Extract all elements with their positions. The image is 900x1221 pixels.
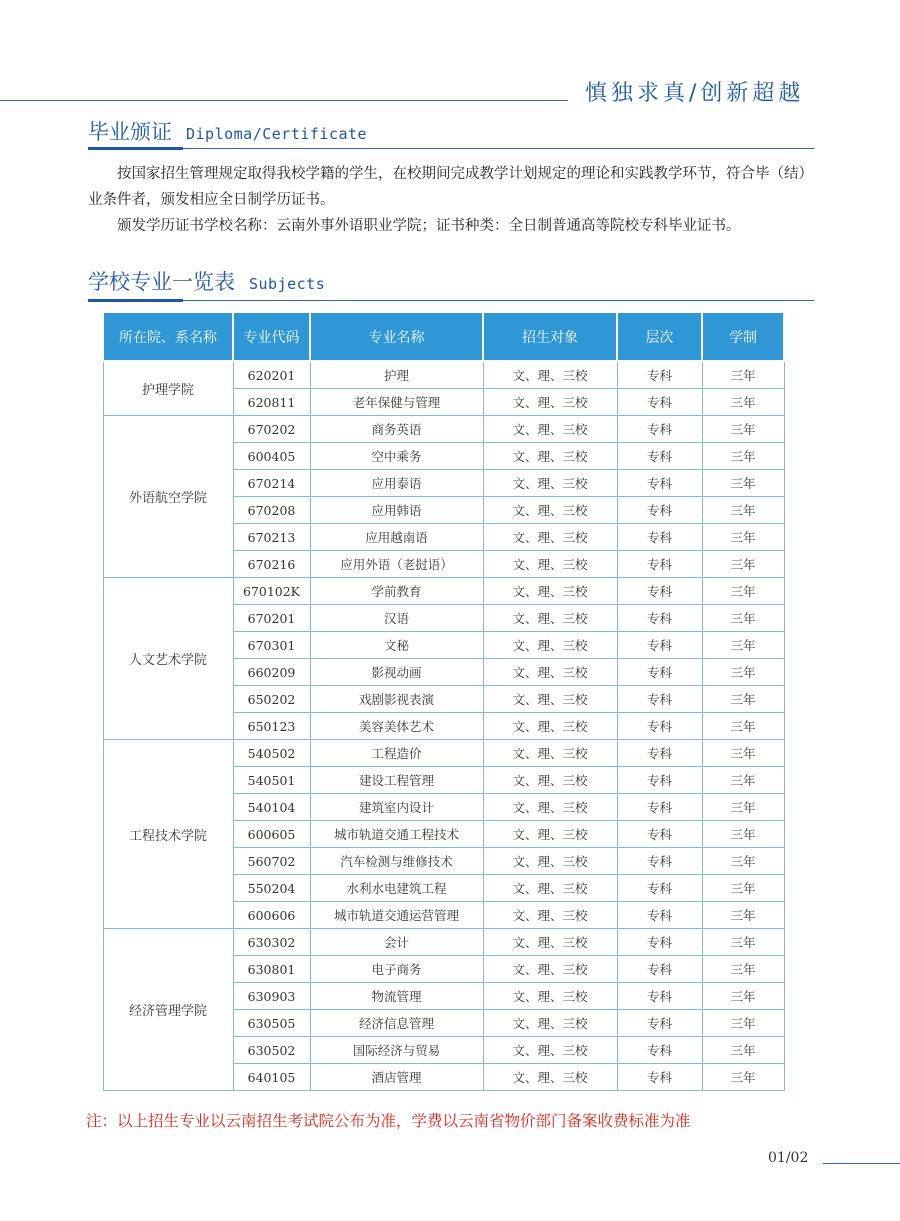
- target-cell: 文、理、三校: [483, 443, 617, 470]
- level-cell: 专科: [617, 902, 702, 929]
- target-cell: 文、理、三校: [483, 632, 617, 659]
- target-cell: 文、理、三校: [483, 929, 617, 956]
- target-cell: 文、理、三校: [483, 524, 617, 551]
- school-motto: 慎独求真/创新超越: [585, 81, 805, 106]
- target-cell: 文、理、三校: [483, 848, 617, 875]
- major-name-cell: 影视动画: [310, 659, 483, 686]
- level-cell: 专科: [617, 551, 702, 578]
- major-code-cell: 670201: [233, 605, 310, 632]
- level-cell: 专科: [617, 443, 702, 470]
- major-name-cell: 建筑室内设计: [310, 794, 483, 821]
- level-cell: 专科: [617, 389, 702, 416]
- major-code-cell: 670301: [233, 632, 310, 659]
- table-row: [103, 416, 784, 443]
- level-cell: 专科: [617, 361, 702, 389]
- years-cell: 三年: [702, 632, 784, 659]
- major-name-cell: 经济信息管理: [310, 1010, 483, 1037]
- major-code-cell: 670216: [233, 551, 310, 578]
- major-name-cell: 老年保健与管理: [310, 389, 483, 416]
- diploma-text: [88, 161, 816, 239]
- years-cell: 三年: [702, 794, 784, 821]
- subjects-section-accent: [88, 299, 183, 302]
- major-name-cell: 城市轨道交通运营管理: [310, 902, 483, 929]
- years-cell: 三年: [702, 713, 784, 740]
- major-code-cell: 600606: [233, 902, 310, 929]
- target-cell: 文、理、三校: [483, 551, 617, 578]
- major-name-cell: 空中乘务: [310, 443, 483, 470]
- department-cell: 外语航空学院: [103, 416, 233, 578]
- diploma-section-rule: [88, 148, 814, 149]
- major-code-cell: 660209: [233, 659, 310, 686]
- years-cell: 三年: [702, 416, 784, 443]
- level-cell: 专科: [617, 578, 702, 605]
- years-cell: 三年: [702, 1064, 784, 1091]
- major-name-cell: 商务英语: [310, 416, 483, 443]
- years-cell: 三年: [702, 1010, 784, 1037]
- subjects-section-rule: [88, 300, 814, 301]
- header-target: 招生对象: [483, 312, 617, 361]
- table-row: [103, 361, 784, 389]
- major-code-cell: 600605: [233, 821, 310, 848]
- years-cell: 三年: [702, 929, 784, 956]
- years-cell: 三年: [702, 497, 784, 524]
- target-cell: 文、理、三校: [483, 659, 617, 686]
- level-cell: 专科: [617, 686, 702, 713]
- department-cell: 护理学院: [103, 361, 233, 416]
- level-cell: 专科: [617, 740, 702, 767]
- years-cell: 三年: [702, 875, 784, 902]
- major-name-cell: 戏剧影视表演: [310, 686, 483, 713]
- level-cell: 专科: [617, 713, 702, 740]
- major-name-cell: 护理: [310, 361, 483, 389]
- header-years: 学制: [702, 312, 784, 361]
- header-rule: [0, 100, 568, 101]
- target-cell: 文、理、三校: [483, 1037, 617, 1064]
- header-level: 层次: [617, 312, 702, 361]
- table-row: [103, 929, 784, 956]
- admission-note: 注：以上招生专业以云南招生考试院公布为准，学费以云南省物价部门备案收费标准为准: [86, 1112, 691, 1130]
- major-name-cell: 水利水电建筑工程: [310, 875, 483, 902]
- major-code-cell: 630801: [233, 956, 310, 983]
- target-cell: 文、理、三校: [483, 1064, 617, 1091]
- major-name-cell: 物流管理: [310, 983, 483, 1010]
- years-cell: 三年: [702, 686, 784, 713]
- years-cell: 三年: [702, 551, 784, 578]
- table-header-row: [103, 312, 784, 361]
- major-code-cell: 600405: [233, 443, 310, 470]
- diploma-title-en: Diploma/Certificate: [186, 125, 368, 143]
- target-cell: 文、理、三校: [483, 713, 617, 740]
- major-name-cell: 应用外语（老挝语）: [310, 551, 483, 578]
- years-cell: 三年: [702, 470, 784, 497]
- header-major: 专业名称: [310, 312, 483, 361]
- table-row: [103, 578, 784, 605]
- target-cell: 文、理、三校: [483, 740, 617, 767]
- major-code-cell: 670214: [233, 470, 310, 497]
- table-row: [103, 740, 784, 767]
- level-cell: 专科: [617, 659, 702, 686]
- target-cell: 文、理、三校: [483, 902, 617, 929]
- level-cell: 专科: [617, 767, 702, 794]
- major-code-cell: 540502: [233, 740, 310, 767]
- years-cell: 三年: [702, 956, 784, 983]
- level-cell: 专科: [617, 821, 702, 848]
- level-cell: 专科: [617, 470, 702, 497]
- footer-rule: [823, 1163, 900, 1164]
- years-cell: 三年: [702, 659, 784, 686]
- diploma-section-accent: [88, 147, 183, 150]
- major-code-cell: 630502: [233, 1037, 310, 1064]
- years-cell: 三年: [702, 983, 784, 1010]
- target-cell: 文、理、三校: [483, 956, 617, 983]
- major-name-cell: 应用泰语: [310, 470, 483, 497]
- diploma-section-title: [88, 116, 367, 146]
- level-cell: 专科: [617, 1010, 702, 1037]
- major-name-cell: 美容美体艺术: [310, 713, 483, 740]
- page-number: 01/02: [768, 1150, 809, 1166]
- years-cell: 三年: [702, 389, 784, 416]
- target-cell: 文、理、三校: [483, 1010, 617, 1037]
- years-cell: 三年: [702, 361, 784, 389]
- diploma-title-cn: 毕业颁证: [88, 120, 172, 144]
- target-cell: 文、理、三校: [483, 821, 617, 848]
- major-name-cell: 文秘: [310, 632, 483, 659]
- subjects-section-title: [88, 266, 325, 296]
- level-cell: 专科: [617, 605, 702, 632]
- major-code-cell: 630903: [233, 983, 310, 1010]
- major-code-cell: 630302: [233, 929, 310, 956]
- major-name-cell: 应用越南语: [310, 524, 483, 551]
- level-cell: 专科: [617, 983, 702, 1010]
- major-name-cell: 建设工程管理: [310, 767, 483, 794]
- major-name-cell: 会计: [310, 929, 483, 956]
- level-cell: 专科: [617, 956, 702, 983]
- major-name-cell: 学前教育: [310, 578, 483, 605]
- major-name-cell: 电子商务: [310, 956, 483, 983]
- major-name-cell: 工程造价: [310, 740, 483, 767]
- level-cell: 专科: [617, 497, 702, 524]
- major-code-cell: 540501: [233, 767, 310, 794]
- level-cell: 专科: [617, 1037, 702, 1064]
- major-code-cell: 550204: [233, 875, 310, 902]
- major-code-cell: 670213: [233, 524, 310, 551]
- department-cell: 人文艺术学院: [103, 578, 233, 740]
- subjects-title-en: Subjects: [249, 275, 326, 293]
- diploma-paragraph: 按国家招生管理规定取得我校学籍的学生，在校期间完成教学计划规定的理论和实践教学环节，符合毕（结）业条件者，颁发相应全日制学历证书。: [88, 166, 813, 208]
- years-cell: 三年: [702, 443, 784, 470]
- level-cell: 专科: [617, 632, 702, 659]
- level-cell: 专科: [617, 875, 702, 902]
- major-code-cell: 650202: [233, 686, 310, 713]
- years-cell: 三年: [702, 1037, 784, 1064]
- major-code-cell: 620811: [233, 389, 310, 416]
- major-name-cell: 汽车检测与维修技术: [310, 848, 483, 875]
- major-code-cell: 560702: [233, 848, 310, 875]
- target-cell: 文、理、三校: [483, 389, 617, 416]
- header-code: 专业代码: [233, 312, 310, 361]
- major-name-cell: 应用韩语: [310, 497, 483, 524]
- target-cell: 文、理、三校: [483, 361, 617, 389]
- major-code-cell: 670208: [233, 497, 310, 524]
- target-cell: 文、理、三校: [483, 578, 617, 605]
- level-cell: 专科: [617, 416, 702, 443]
- header-department: 所在院、系名称: [103, 312, 233, 361]
- major-code-cell: 670202: [233, 416, 310, 443]
- subjects-table: [102, 311, 785, 1091]
- years-cell: 三年: [702, 821, 784, 848]
- target-cell: 文、理、三校: [483, 794, 617, 821]
- target-cell: 文、理、三校: [483, 875, 617, 902]
- years-cell: 三年: [702, 902, 784, 929]
- department-cell: 工程技术学院: [103, 740, 233, 929]
- major-name-cell: 酒店管理: [310, 1064, 483, 1091]
- years-cell: 三年: [702, 848, 784, 875]
- years-cell: 三年: [702, 524, 784, 551]
- years-cell: 三年: [702, 578, 784, 605]
- target-cell: 文、理、三校: [483, 470, 617, 497]
- target-cell: 文、理、三校: [483, 983, 617, 1010]
- major-code-cell: 620201: [233, 361, 310, 389]
- target-cell: 文、理、三校: [483, 497, 617, 524]
- years-cell: 三年: [702, 605, 784, 632]
- major-code-cell: 630505: [233, 1010, 310, 1037]
- level-cell: 专科: [617, 794, 702, 821]
- subjects-table-body: [103, 361, 784, 1091]
- level-cell: 专科: [617, 524, 702, 551]
- major-code-cell: 640105: [233, 1064, 310, 1091]
- years-cell: 三年: [702, 767, 784, 794]
- target-cell: 文、理、三校: [483, 416, 617, 443]
- major-name-cell: 国际经济与贸易: [310, 1037, 483, 1064]
- major-name-cell: 汉语: [310, 605, 483, 632]
- department-cell: 经济管理学院: [103, 929, 233, 1091]
- level-cell: 专科: [617, 929, 702, 956]
- years-cell: 三年: [702, 740, 784, 767]
- major-name-cell: 城市轨道交通工程技术: [310, 821, 483, 848]
- level-cell: 专科: [617, 848, 702, 875]
- target-cell: 文、理、三校: [483, 686, 617, 713]
- target-cell: 文、理、三校: [483, 605, 617, 632]
- diploma-paragraph: 颁发学历证书学校名称：云南外事外语职业学院；证书种类：全日制普通高等院校专科毕业证书。: [117, 218, 741, 234]
- major-code-cell: 650123: [233, 713, 310, 740]
- level-cell: 专科: [617, 1064, 702, 1091]
- target-cell: 文、理、三校: [483, 767, 617, 794]
- subjects-title-cn: 学校专业一览表: [88, 270, 235, 294]
- major-code-cell: 540104: [233, 794, 310, 821]
- major-code-cell: 670102K: [233, 578, 310, 605]
